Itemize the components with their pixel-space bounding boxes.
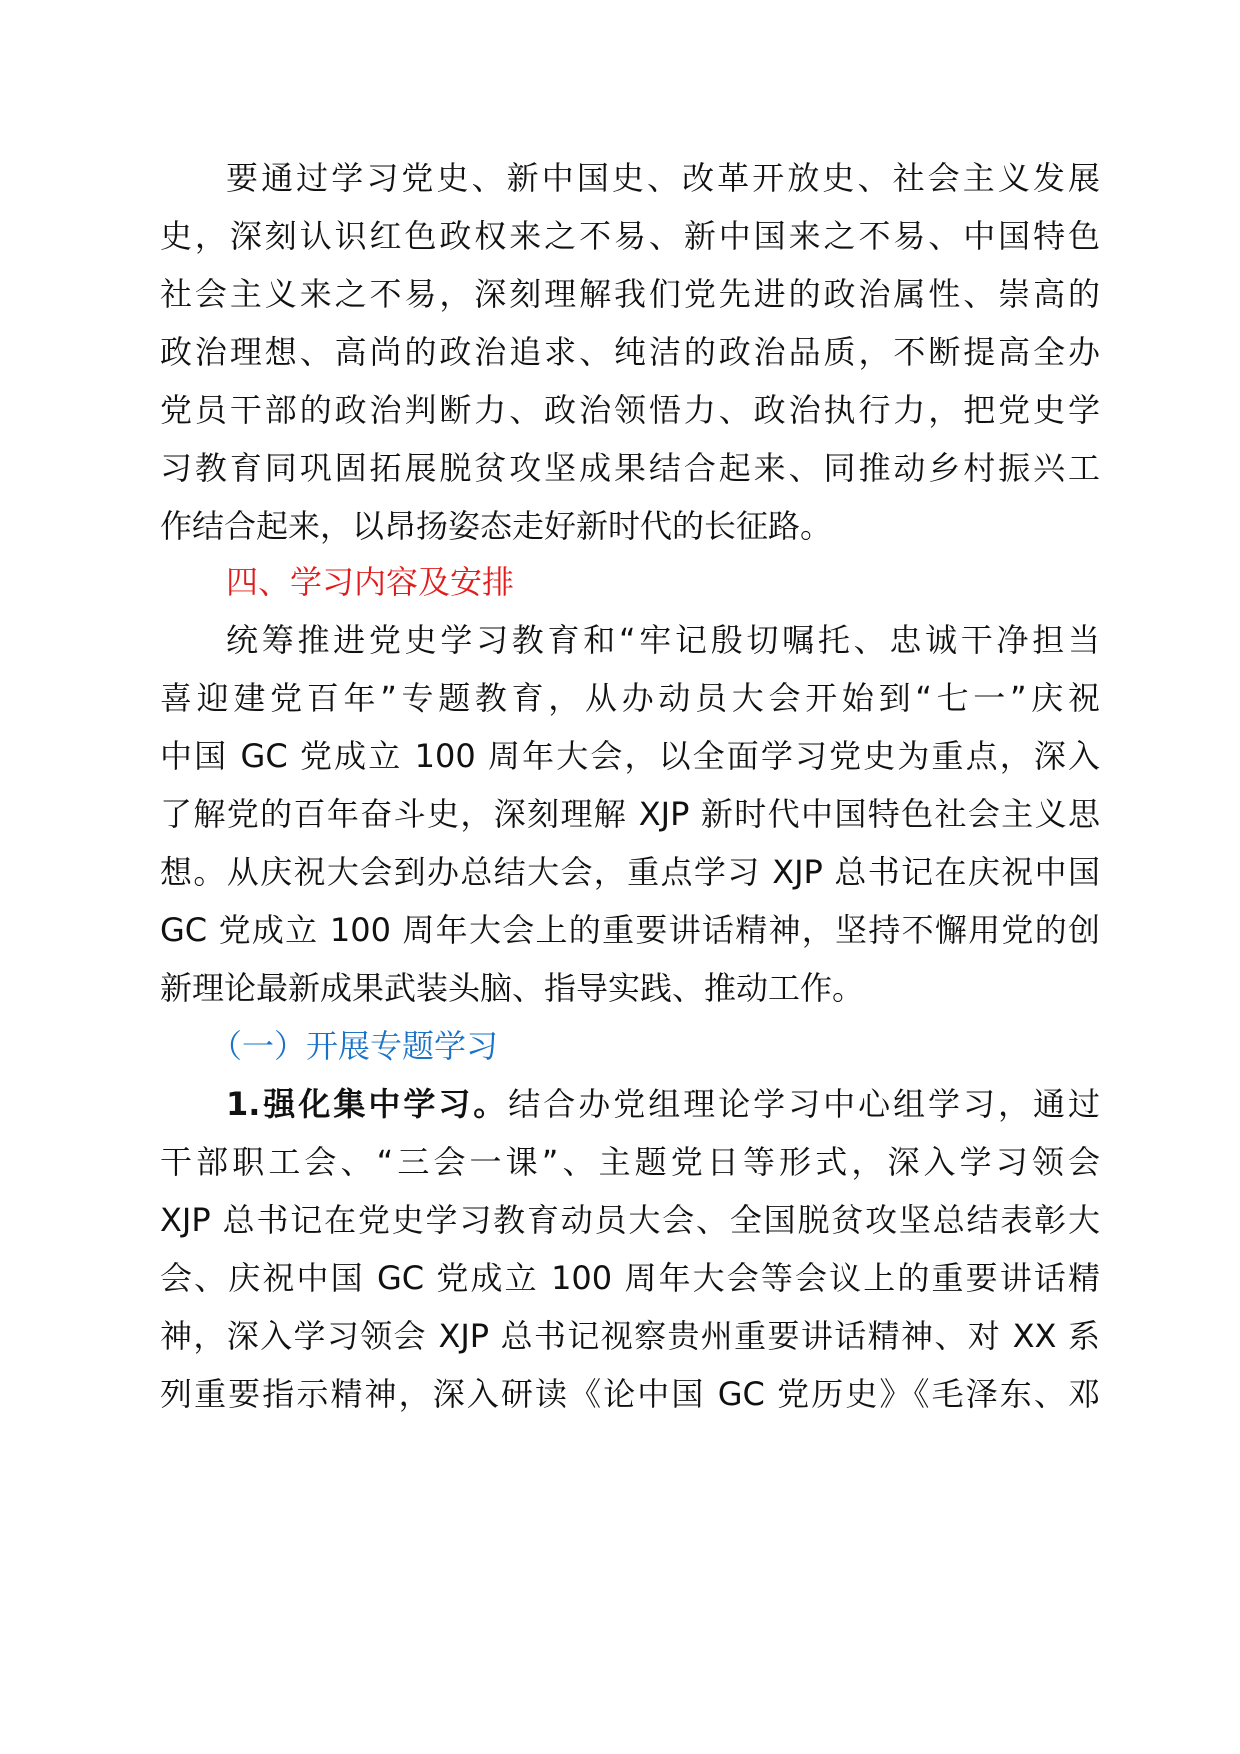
paragraph-2-line-4: 了解党的百年奋斗史，深刻理解 XJP 新时代中国特色社会主义思 (160, 795, 1100, 833)
paragraph-2-line-3: 中国 GC 党成立 100 周年大会，以全面学习党史为重点，深入 (160, 737, 1100, 775)
paragraph-1-line-2: 史，深刻认识红色政权来之不易、新中国来之不易、中国特色 (160, 217, 1100, 255)
paragraph-2-line-6: GC 党成立 100 周年大会上的重要讲话精神，坚持不懈用党的创 (160, 911, 1100, 949)
item-1-line-2: 干部职工会、“三会一课”、主题党日等形式，深入学习领会 (160, 1143, 1100, 1181)
subsection-heading: （一）开展专题学习 (210, 1027, 499, 1065)
item-1-line-6: 列重要指示精神，深入研读《论中国 GC 党历史》《毛泽东、邓 (160, 1375, 1100, 1413)
item-1-line-1 (226, 1074, 1100, 1134)
item-1-line-5: 神，深入学习领会 XJP 总书记视察贵州重要讲话精神、对 XX 系 (160, 1317, 1100, 1355)
paragraph-2-line-1: 统筹推进党史学习教育和“牢记殷切嘱托、忠诚干净担当 (226, 621, 1100, 659)
item-1-line-4: 会、庆祝中国 GC 党成立 100 周年大会等会议上的重要讲话精 (160, 1259, 1100, 1297)
section-heading: 四、学习内容及安排 (226, 563, 515, 601)
paragraph-2-line-2: 喜迎建党百年”专题教育，从办动员大会开始到“七一”庆祝 (160, 679, 1100, 717)
item-1-line-3: XJP 总书记在党史学习教育动员大会、全国脱贫攻坚总结表彰大 (160, 1201, 1100, 1239)
paragraph-1-line-5: 党员干部的政治判断力、政治领悟力、政治执行力，把党史学 (160, 391, 1100, 429)
paragraph-1-line-3: 社会主义来之不易，深刻理解我们党先进的政治属性、崇高的 (160, 275, 1100, 313)
paragraph-2-line-5: 想。从庆祝大会到办总结大会，重点学习 XJP 总书记在庆祝中国 (160, 853, 1100, 891)
paragraph-1-line-4: 政治理想、高尚的政治追求、纯洁的政治品质，不断提高全办 (160, 333, 1100, 371)
paragraph-1-line-6: 习教育同巩固拓展脱贫攻坚成果结合起来、同推动乡村振兴工 (160, 449, 1100, 487)
paragraph-2-line-7: 新理论最新成果武装头脑、指导实践、推动工作。 (160, 969, 865, 1007)
item-1-first-line-text: 结合办党组理论学习中心组学习，通过 (508, 1085, 1100, 1123)
item-1-title: 1.强化集中学习。 (226, 1085, 509, 1123)
paragraph-1-line-1: 要通过学习党史、新中国史、改革开放史、社会主义发展 (226, 159, 1100, 197)
paragraph-1-line-7: 作结合起来，以昂扬姿态走好新时代的长征路。 (160, 507, 833, 545)
